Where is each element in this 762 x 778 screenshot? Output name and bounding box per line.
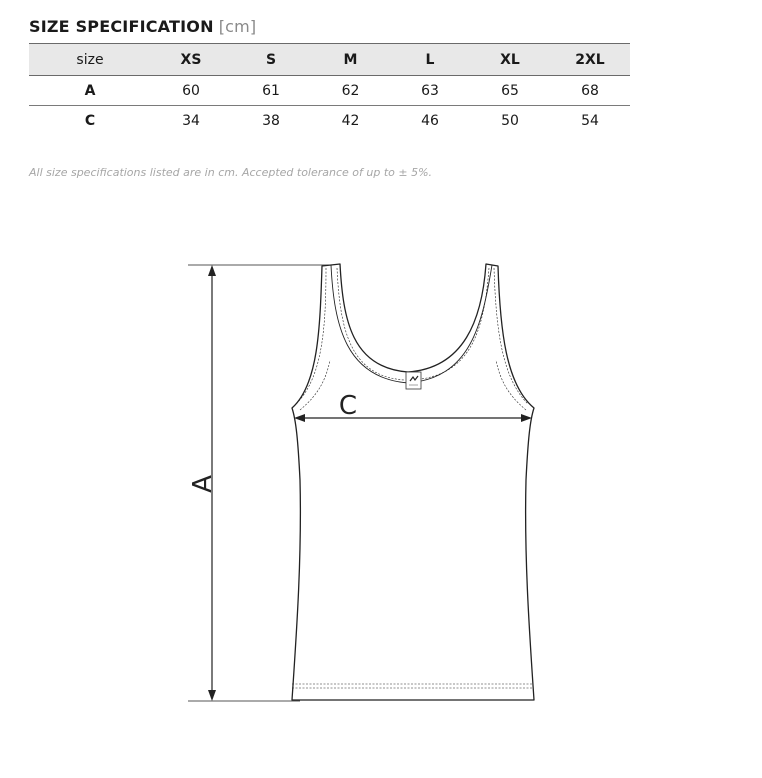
cell-a-m: 62	[311, 76, 390, 106]
header-xs: XS	[151, 44, 231, 76]
cell-c-l: 46	[421, 112, 439, 129]
cell-c-xl: 50	[501, 112, 519, 129]
header-l: L	[390, 44, 470, 76]
title-text: SIZE SPECIFICATION	[29, 17, 214, 36]
dimension-a-label: A	[188, 475, 218, 493]
brand-tag-icon	[406, 372, 421, 389]
cell-a-xs: 60	[151, 76, 231, 106]
tolerance-note: All size specifications listed are in cm. Accepted tolerance of up to ± 5%.	[29, 166, 433, 179]
cell-a-xl: 65	[470, 76, 550, 106]
unit-label: [cm]	[218, 17, 257, 36]
header-m: M	[311, 44, 390, 76]
cell-a-2xl: 68	[550, 76, 630, 106]
header-size: size	[29, 44, 151, 76]
row-label-a: A	[29, 76, 151, 106]
cell-c-s: 38	[262, 112, 280, 129]
cell-c-m: 42	[341, 112, 360, 129]
cell-a-l: 63	[390, 76, 470, 106]
tank-top-outline	[292, 264, 534, 700]
header-xl: XL	[470, 44, 550, 76]
cell-a-s: 61	[231, 76, 311, 106]
header-s: S	[231, 44, 311, 76]
cell-c-2xl: 54	[581, 112, 599, 129]
dimension-c-label: C	[338, 391, 358, 421]
cell-c-xs: 34	[182, 112, 200, 129]
header-2xl: 2XL	[550, 44, 630, 76]
row-label-c: C	[84, 112, 96, 129]
